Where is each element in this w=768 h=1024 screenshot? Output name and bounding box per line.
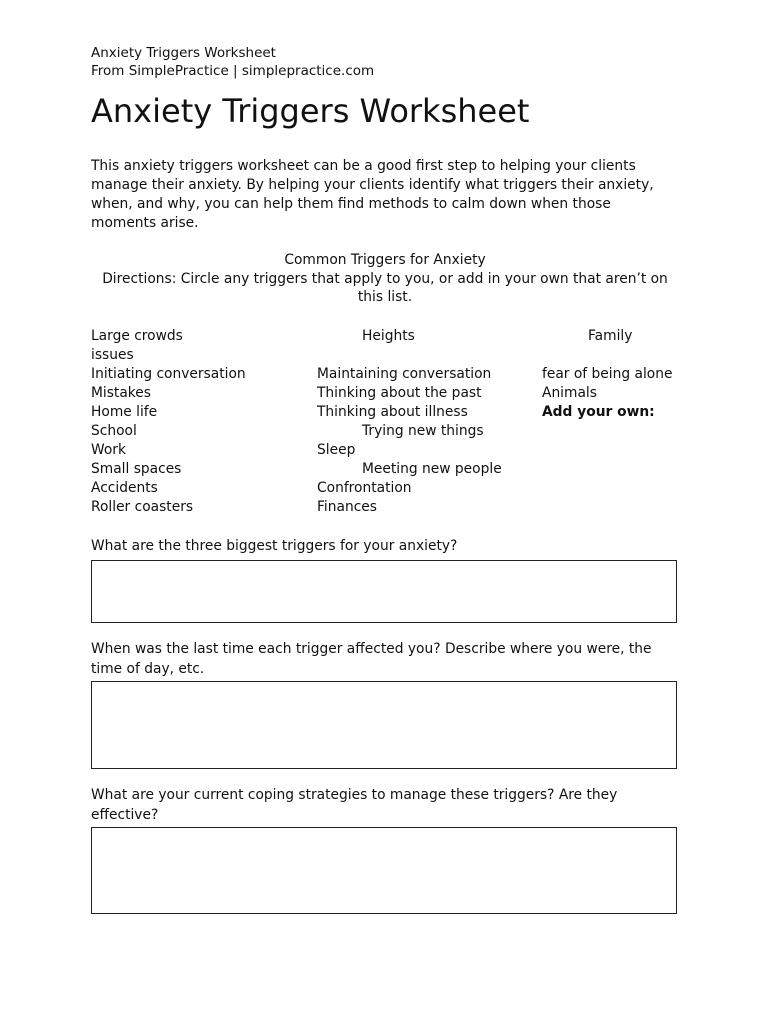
trigger-item[interactable]: Heights bbox=[362, 327, 415, 344]
question-coping-strategies: What are your current coping strategies to manage these triggers? Are they effective? bbox=[91, 786, 618, 823]
trigger-item[interactable]: Confrontation bbox=[317, 479, 412, 496]
trigger-row bbox=[91, 384, 679, 403]
trigger-item[interactable]: Finances bbox=[317, 498, 377, 515]
trigger-item[interactable]: Animals bbox=[542, 384, 597, 401]
trigger-row bbox=[91, 403, 679, 422]
trigger-item[interactable]: Small spaces bbox=[91, 460, 182, 477]
trigger-row bbox=[91, 422, 679, 441]
answer-box-coping-strategies[interactable] bbox=[91, 827, 677, 914]
trigger-row bbox=[91, 479, 679, 498]
trigger-item[interactable]: Meeting new people bbox=[362, 460, 502, 477]
triggers-heading-block bbox=[91, 251, 679, 307]
page-title: Anxiety Triggers Worksheet bbox=[91, 92, 530, 130]
header-source-line: From SimplePractice | simplepractice.com bbox=[91, 63, 375, 79]
trigger-item[interactable]: Sleep bbox=[317, 441, 356, 458]
triggers-directions: Directions: Circle any triggers that apply to you, or add in your own that aren’t on this list. bbox=[102, 270, 668, 305]
trigger-item[interactable]: Mistakes bbox=[91, 384, 151, 401]
trigger-row bbox=[91, 327, 679, 346]
header-title-line: Anxiety Triggers Worksheet bbox=[91, 45, 276, 61]
triggers-list bbox=[91, 327, 679, 517]
answer-box-last-time-affected[interactable] bbox=[91, 681, 677, 769]
trigger-item[interactable]: Roller coasters bbox=[91, 498, 194, 515]
trigger-item[interactable]: School bbox=[91, 422, 137, 439]
trigger-item[interactable]: Thinking about illness bbox=[317, 403, 468, 420]
trigger-item[interactable]: Work bbox=[91, 441, 126, 458]
question-biggest-triggers: What are the three biggest triggers for your anxiety? bbox=[91, 537, 458, 554]
trigger-item[interactable]: Accidents bbox=[91, 479, 158, 496]
answer-box-biggest-triggers[interactable] bbox=[91, 560, 677, 623]
trigger-item[interactable]: Large crowds bbox=[91, 327, 183, 344]
trigger-row bbox=[91, 498, 679, 517]
trigger-item[interactable]: issues bbox=[91, 346, 134, 363]
intro-paragraph: This anxiety triggers worksheet can be a good first step to helping your clients manage their anxiety. By helping your clients identify what triggers their anxiety, when, and why, you can help them find methods to calm down when those moments arise. bbox=[91, 158, 654, 231]
trigger-row bbox=[91, 460, 679, 479]
trigger-row bbox=[91, 365, 679, 384]
triggers-heading: Common Triggers for Anxiety bbox=[284, 252, 486, 268]
question-last-time-affected: When was the last time each trigger affected you? Describe where you were, the time of day, etc. bbox=[91, 640, 652, 677]
trigger-item[interactable]: Trying new things bbox=[362, 422, 484, 439]
worksheet-page bbox=[91, 44, 679, 914]
trigger-item[interactable]: Family bbox=[588, 327, 633, 344]
trigger-row bbox=[91, 441, 679, 460]
trigger-row bbox=[91, 346, 679, 365]
trigger-item[interactable]: fear of being alone bbox=[542, 365, 673, 382]
add-your-own-label: Add your own: bbox=[542, 403, 655, 420]
trigger-item[interactable]: Maintaining conversation bbox=[317, 365, 492, 382]
trigger-item[interactable]: Initiating conversation bbox=[91, 365, 246, 382]
trigger-item[interactable]: Thinking about the past bbox=[317, 384, 482, 401]
trigger-item[interactable]: Home life bbox=[91, 403, 158, 420]
